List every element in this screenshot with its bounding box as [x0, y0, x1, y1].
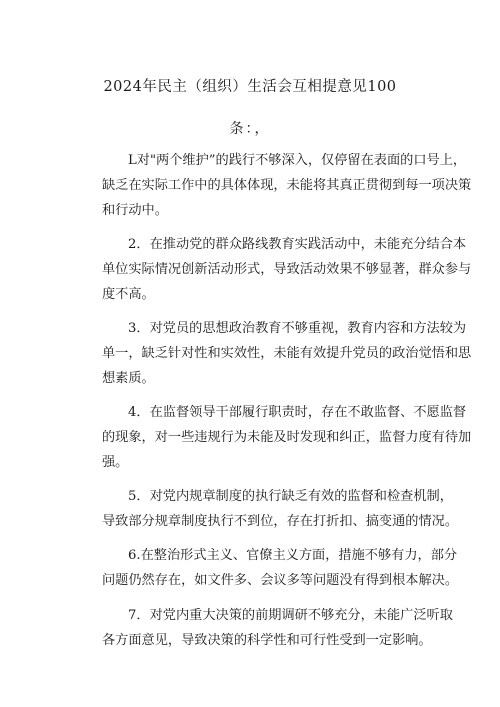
paragraph-4 — [102, 400, 472, 475]
paragraph-5 — [102, 484, 459, 534]
paragraph-line: 导致部分规章制度执行不到位，存在打折扣、搞变通的情况。 — [102, 514, 459, 529]
paragraph-line: 2．在推动党的群众路线教育实践活动中，未能充分结合本 — [128, 237, 467, 252]
paragraph-line: 各方面意见，导致决策的科学性和可行性受到一定影响。 — [102, 633, 432, 648]
paragraph-line: 单位实际情况创新活动形式，导致活动效果不够显著，群众参与 — [102, 262, 472, 277]
document-subtitle: 条：， — [229, 121, 271, 137]
paragraph-1 — [102, 148, 472, 223]
paragraph-line: 3．对党员的思想政治教育不够重视，教育内容和方法较为 — [128, 321, 467, 336]
paragraph-line: 强。 — [102, 455, 129, 470]
paragraph-6 — [102, 543, 459, 593]
paragraph-line: 问题仍然存在，如文件多、会议多等问题没有得到根本解决。 — [102, 573, 459, 588]
paragraph-2 — [102, 232, 472, 307]
document-title: 2024年民主（组织）生活会互相提意见100 — [103, 79, 397, 95]
paragraph-line: 7．对党内重大决策的前期调研不够充分，未能广泛听取 — [128, 608, 453, 623]
paragraph-7 — [102, 603, 453, 653]
paragraph-line: L对"两个维护”的践行不够深入，仅停留在表面的口号上， — [128, 153, 467, 168]
paragraph-line: 度不高。 — [102, 287, 155, 302]
paragraph-3 — [102, 316, 472, 391]
paragraph-line: 缺乏在实际工作中的具体体现，未能将其真正贯彻到每一项决策 — [102, 178, 472, 193]
paragraph-line: 4．在监督领导干部履行职责时，存在不敢监督、不愿监督 — [128, 405, 467, 420]
paragraph-line: 想素质。 — [102, 371, 155, 386]
paragraph-line: 的现象，对一些违规行为未能及时发现和纠正，监督力度有待加 — [102, 430, 472, 445]
paragraph-line: 和行动中。 — [102, 203, 168, 218]
paragraph-line: 5．对党内规章制度的执行缺乏有效的监督和检查机制， — [128, 489, 453, 504]
paragraph-line: 单一，缺乏针对性和实效性，未能有效提升党员的政治觉悟和思 — [102, 346, 472, 361]
paragraph-line: 6.在整治形式主义、官僚主义方面，措施不够有力，部分 — [128, 548, 458, 563]
